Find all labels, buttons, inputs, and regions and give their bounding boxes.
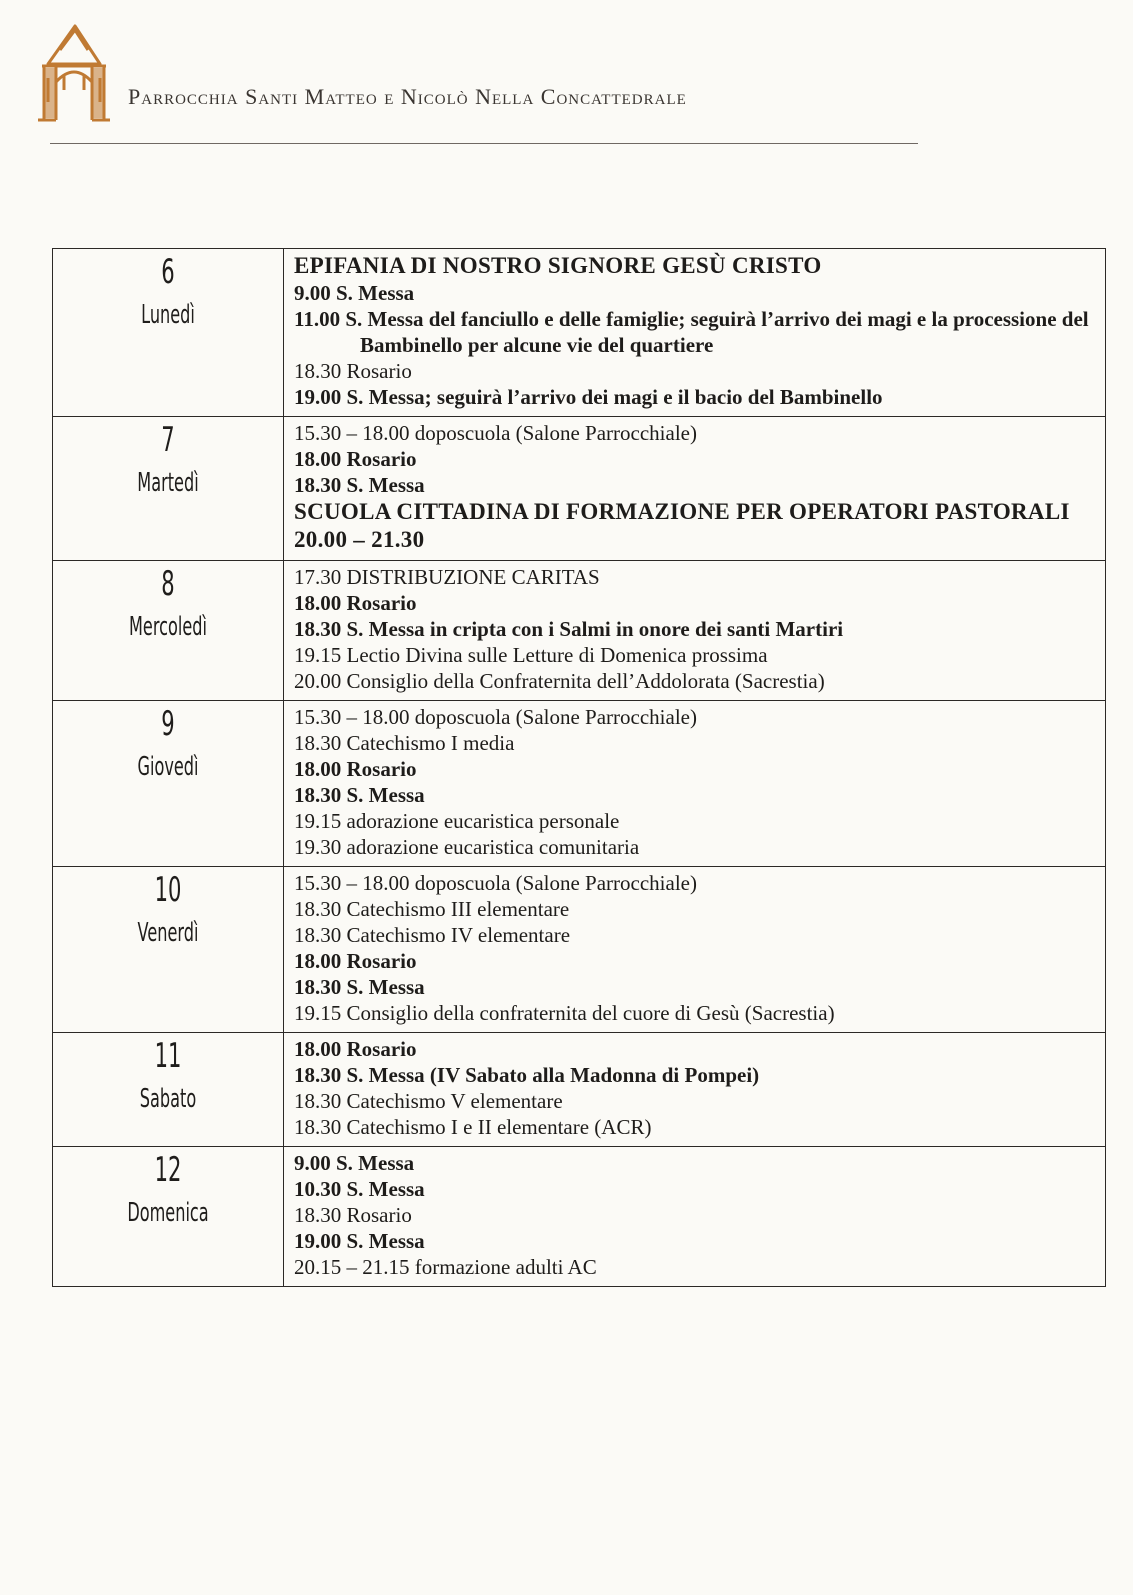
day-name: Lunedì	[141, 300, 195, 330]
event-line: 20.15 – 21.15 formazione adulti AC	[294, 1255, 597, 1279]
events-cell	[284, 701, 1106, 867]
schedule-row	[53, 1033, 1106, 1147]
day-cell	[53, 561, 284, 701]
day-number: 8	[161, 564, 175, 604]
day-cell	[53, 249, 284, 417]
event-line: EPIFANIA DI NOSTRO SIGNORE GESÙ CRISTO	[294, 253, 822, 278]
event-line: 18.00 Rosario	[294, 1037, 417, 1061]
schedule-row	[53, 867, 1106, 1033]
event-line: 9.00 S. Messa	[294, 1151, 415, 1175]
day-cell	[53, 701, 284, 867]
event-line: 15.30 – 18.00 doposcuola (Salone Parrocchiale)	[294, 871, 697, 895]
day-number: 12	[154, 1150, 182, 1190]
event-line: 17.30 DISTRIBUZIONE CARITAS	[294, 565, 600, 589]
event-line: 18.30 Catechismo III elementare	[294, 897, 570, 921]
event-line: 15.30 – 18.00 doposcuola (Salone Parrocchiale)	[294, 421, 697, 445]
events-cell	[284, 561, 1106, 701]
event-line: 18.00 Rosario	[294, 757, 417, 781]
event-line: 18.00 Rosario	[294, 447, 417, 471]
day-cell	[53, 417, 284, 561]
day-name: Sabato	[139, 1084, 197, 1114]
events-cell	[284, 1147, 1106, 1287]
schedule-row	[53, 249, 1106, 417]
event-line: 20.00 Consiglio della Confraternita dell’Addolorata (Sacrestia)	[294, 669, 825, 693]
day-name: Martedì	[137, 468, 199, 498]
day-cell	[53, 867, 284, 1033]
event-line: 15.30 – 18.00 doposcuola (Salone Parrocchiale)	[294, 705, 697, 729]
event-line: 18.30 S. Messa	[294, 783, 425, 807]
event-line: 19.00 S. Messa; seguirà l’arrivo dei magi e il bacio del Bambinello	[294, 385, 883, 409]
event-line: 18.30 Catechismo I media	[294, 731, 515, 755]
day-number: 7	[161, 420, 175, 460]
day-name: Domenica	[127, 1198, 209, 1228]
church-tower-icon	[34, 20, 116, 128]
page-header	[0, 0, 1133, 170]
event-line: 9.00 S. Messa	[294, 281, 415, 305]
header-divider	[50, 143, 918, 144]
day-cell	[53, 1147, 284, 1287]
event-line: 19.30 adorazione eucaristica comunitaria	[294, 835, 640, 859]
day-name: Mercoledì	[129, 612, 207, 642]
event-line: 18.30 S. Messa (IV Sabato alla Madonna di Pompei)	[294, 1063, 760, 1087]
schedule-row	[53, 561, 1106, 701]
day-number: 10	[154, 870, 182, 910]
schedule-row	[53, 701, 1106, 867]
day-cell	[53, 1033, 284, 1147]
events-cell	[284, 1033, 1106, 1147]
weekly-schedule-table	[52, 248, 1106, 1287]
events-cell	[284, 417, 1106, 561]
event-line: 18.30 Catechismo V elementare	[294, 1089, 563, 1113]
day-name: Giovedì	[137, 752, 199, 782]
event-line: 18.30 S. Messa	[294, 473, 425, 497]
event-line: 10.30 S. Messa	[294, 1177, 425, 1201]
event-line: 18.30 S. Messa in cripta con i Salmi in onore dei santi Martiri	[294, 617, 844, 641]
day-number: 9	[161, 704, 175, 744]
event-line: 18.30 Rosario	[294, 359, 412, 383]
event-line: 18.30 S. Messa	[294, 975, 425, 999]
day-number: 11	[154, 1036, 182, 1076]
event-line: 19.15 Lectio Divina sulle Letture di Domenica prossima	[294, 643, 768, 667]
event-line: SCUOLA CITTADINA DI FORMAZIONE PER OPERATORI PASTORALI 20.00 – 21.30	[294, 499, 1070, 552]
event-line: 18.30 Catechismo IV elementare	[294, 923, 571, 947]
day-number: 6	[161, 252, 175, 292]
schedule-row	[53, 1147, 1106, 1287]
event-line: 19.15 Consiglio della confraternita del cuore di Gesù (Sacrestia)	[294, 1001, 835, 1025]
parish-name: Parrocchia Santi Matteo e Nicolò Nella Concattedrale	[128, 84, 687, 109]
event-line: 19.00 S. Messa	[294, 1229, 425, 1253]
events-cell	[284, 249, 1106, 417]
event-line: 11.00 S. Messa del fanciullo e delle famiglie; seguirà l’arrivo dei magi e la processione del Bambinello per alcune vie del quartiere	[294, 307, 1089, 357]
events-cell	[284, 867, 1106, 1033]
event-line: 18.00 Rosario	[294, 949, 417, 973]
event-line: 19.15 adorazione eucaristica personale	[294, 809, 620, 833]
event-line: 18.00 Rosario	[294, 591, 417, 615]
schedule-row	[53, 417, 1106, 561]
day-name: Venerdì	[137, 918, 199, 948]
event-line: 18.30 Catechismo I e II elementare (ACR)	[294, 1115, 652, 1139]
event-line: 18.30 Rosario	[294, 1203, 412, 1227]
